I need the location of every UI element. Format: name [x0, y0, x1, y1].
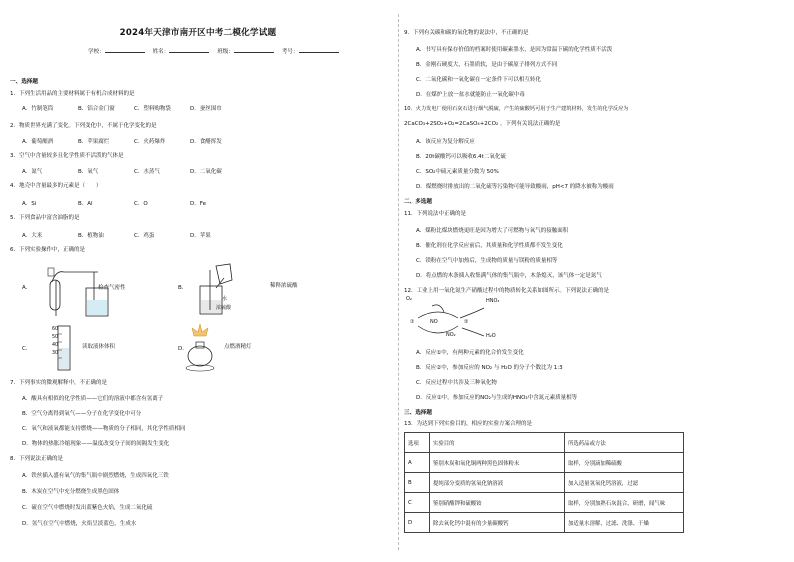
q6-label-d[interactable]: D．: [178, 346, 188, 352]
id-field[interactable]: [299, 46, 339, 53]
q5-option[interactable]: C．鸡蛋: [134, 233, 155, 239]
q6-scale-30: 30: [52, 351, 59, 356]
q6-caption-d: 点燃酒精灯: [224, 344, 252, 350]
q12-option[interactable]: D．反应②中，参加反应的NO₂与生成的HNO₃中含氮元素质量相等: [416, 395, 578, 401]
table-cell: 加入适量氢氧化钙溶液，过滤: [565, 473, 684, 493]
q12-no: NO: [430, 319, 438, 325]
q6-small-acid: 浓硫酸: [216, 305, 232, 311]
section-heading-1: 一、选择题: [10, 79, 38, 85]
q8-stem: 8．下列说法正确的是: [10, 456, 63, 462]
table-cell: D: [405, 513, 430, 533]
q12-h2o: H₂O: [486, 333, 496, 339]
q11-stem: 11．下列说法中正确的是: [404, 211, 466, 217]
table-cell: 鉴别硝酸钾和硫酸铵: [430, 493, 565, 513]
q10-equation: 2CaCO₃+2SO₂+O₂=2CaSO₄+2CO₂ 。下列有关说法正确的是: [404, 121, 561, 127]
q5-option[interactable]: B．植物油: [78, 233, 104, 239]
q10-option[interactable]: C．SO₂中硫元素质量分数为 50%: [416, 169, 499, 175]
q6-small-water: 水: [222, 296, 228, 302]
q12-step1: ①: [410, 319, 415, 325]
table-header-row: [405, 433, 684, 453]
table-cell: 除去氧化钙中混有的少量碳酸钙: [430, 513, 565, 533]
q6-label-a[interactable]: A．: [22, 285, 32, 291]
q6-figure-d: [184, 322, 218, 372]
q10-option[interactable]: A．该反应为复分解反应: [416, 139, 475, 145]
table-header: 实验目的: [430, 433, 565, 453]
school-label: 学校：: [88, 49, 105, 55]
q4-option[interactable]: B．Al: [78, 201, 93, 207]
q4-option[interactable]: D．Fe: [190, 201, 206, 207]
q11-option[interactable]: C．镁粉在空气中加热后，生成物的质量与镁粉的质量相等: [416, 258, 558, 264]
table-row[interactable]: [405, 493, 684, 513]
table-cell: A: [405, 453, 430, 473]
q1-stem: 1．下列生活用品的主要材料属于有机合成材料的是: [10, 91, 135, 97]
table-cell: C: [405, 493, 430, 513]
q11-option[interactable]: B．催化剂在化学反应前后，其质量和化学性质都不发生变化: [416, 243, 563, 249]
table-cell: 提纯部分变质的氢氧化钠溶液: [430, 473, 565, 493]
q3-option[interactable]: D．二氧化碳: [190, 169, 222, 175]
q1-option[interactable]: D．蚕丝围巾: [190, 106, 222, 112]
class-label: 班级：: [217, 49, 234, 55]
q3-option[interactable]: A．氮气: [22, 169, 43, 175]
q2-option[interactable]: A．葡萄酿酒: [22, 139, 54, 145]
q6-label-c[interactable]: C．: [22, 346, 32, 352]
q2-option[interactable]: D．食醋挥发: [190, 139, 222, 145]
q2-options: [22, 137, 246, 145]
q12-o2: O₂: [406, 296, 412, 302]
q4-stem: 4．地壳中含量最多的元素是（ ）: [10, 183, 102, 189]
q4-option[interactable]: A．Si: [22, 201, 37, 207]
table-row[interactable]: [405, 453, 684, 473]
section-heading-3: 三、选择题: [404, 410, 432, 416]
q3-option[interactable]: B．氧气: [78, 169, 99, 175]
q7-option[interactable]: B．空气分离得到氧气——分子在化学变化中可分: [22, 411, 142, 417]
q6-scale-50: 50: [52, 335, 59, 340]
q6-caption-c: 读取液体体积: [82, 344, 116, 350]
table-row[interactable]: [405, 513, 684, 533]
school-field[interactable]: [105, 46, 145, 53]
q5-options: [22, 231, 246, 239]
table-header: 所选药品或方法: [565, 433, 684, 453]
q11-option[interactable]: A．煤粉比煤块燃烧更旺是因为增大了可燃物与氧气的接触面积: [416, 228, 569, 234]
q1-option[interactable]: B．铝合金门窗: [78, 106, 115, 112]
q10-option[interactable]: D．煤燃烧时排放出的二氧化硫等污染物可能导致酸雨，pH<7 的降水被称为酸雨: [416, 184, 614, 190]
q12-option[interactable]: A．反应①中，有两种元素的化合价发生变化: [416, 350, 524, 356]
q5-option[interactable]: A．大米: [22, 233, 43, 239]
q10-stem: 10．火力发电厂使用石灰石进行烟气脱硫，产生的硫酸钙可用于生产建筑材料，发生的化学反应为: [404, 106, 629, 112]
q8-option[interactable]: A．铁丝插入盛有氧气的集气瓶中剧烈燃烧，生成四氧化三铁: [22, 473, 169, 479]
q4-options: [22, 199, 246, 207]
table-cell: 取样，分别滴加稀硫酸: [565, 453, 684, 473]
id-label: 考号：: [281, 49, 299, 55]
q3-options: [22, 167, 246, 175]
q1-options: [22, 104, 246, 112]
q12-option[interactable]: C．反应过程中共涉及三种氧化物: [416, 380, 497, 386]
q5-stem: 5．下列食品中富含油脂的是: [10, 215, 80, 221]
q1-option[interactable]: C．塑料购物袋: [134, 106, 171, 112]
q6-caption-b: 稀释浓硫酸: [270, 283, 298, 289]
q9-option[interactable]: D．在煤炉上放一盆水就能防止一氧化碳中毒: [416, 92, 525, 98]
table-cell: B: [405, 473, 430, 493]
table-cell: 取样，分别加熟石灰混合、研磨，闻气味: [565, 493, 684, 513]
name-label: 姓名：: [152, 49, 170, 55]
q1-option[interactable]: A．竹制笔筒: [22, 106, 54, 112]
exam-title: 2024年天津市南开区中考二模化学试题: [119, 28, 277, 38]
q12-no2: NO₂: [446, 332, 456, 338]
q7-option[interactable]: C．氧气和液氧都能支持燃烧——物质的分子相同，其化学性质相同: [22, 426, 186, 432]
q6-label-b[interactable]: B．: [178, 285, 188, 291]
q6-stem: 6．下列实验操作中，正确的是: [10, 247, 86, 253]
q12-option[interactable]: B．反应②中，参加反应的 NO₂ 与 H₂O 的分子个数比为 1:3: [416, 365, 563, 371]
section-heading-2: 二、多选题: [404, 199, 432, 205]
q8-option[interactable]: B．木炭在空气中充分燃烧生成黑色固体: [22, 489, 120, 495]
column-divider: [398, 14, 399, 550]
q7-option[interactable]: D．物体的热胀冷缩现象——温度改变分子间的间隔发生变化: [22, 441, 170, 447]
q6-figure-c: [42, 324, 82, 372]
q9-option[interactable]: C．二氧化碳和一氧化碳在一定条件下可以相互转化: [416, 77, 541, 83]
q12-hno3: HNO₃: [486, 298, 500, 304]
q12-step2: ②: [464, 319, 469, 325]
q3-option[interactable]: C．水蒸气: [134, 169, 160, 175]
q9-option[interactable]: A．书写具有保存价值的档案时使用碳素墨水，是因为常温下碳的化学性质不活泼: [416, 47, 613, 53]
q6-scale-40: 40: [52, 343, 59, 348]
q4-option[interactable]: C．O: [134, 201, 148, 207]
table-row[interactable]: [405, 473, 684, 493]
q6-caption-a: 检查气密性: [98, 285, 126, 291]
q13-table: [404, 432, 684, 533]
name-field[interactable]: [169, 46, 209, 53]
q6-scale-60: 60: [52, 327, 59, 332]
q7-option[interactable]: A．酸具有相似的化学性质——它们的溶液中都含有氢离子: [22, 396, 164, 402]
q8-option[interactable]: C．硫在空气中燃烧时发出蓝紫色火焰，生成二氧化硫: [22, 505, 153, 511]
q2-option[interactable]: C．火药爆炸: [134, 139, 166, 145]
q3-stem: 3．空气中含量较多且化学性质不活泼的气体是: [10, 153, 124, 159]
table-cell: 加适量水溶解，过滤、洗涤、干燥: [565, 513, 684, 533]
table-header: 选项: [405, 433, 430, 453]
q9-option[interactable]: B．金刚石硬度大，石墨质软，是由于碳原子排列方式不同: [416, 62, 558, 68]
q11-option[interactable]: D．将点燃的木条插入收集满气体的集气瓶中，木条熄灭，该气体一定是氮气: [416, 273, 602, 279]
q9-stem: 9．下列有关碳和碳的氧化物的说法中，不正确的是: [404, 30, 529, 36]
class-field[interactable]: [234, 46, 274, 53]
q2-stem: 2．物质世界充满了变化。下列变化中，不属于化学变化的是: [10, 123, 157, 129]
q7-stem: 7．下列事实的微观解释中，不正确的是: [10, 380, 108, 386]
q2-option[interactable]: B．苹果腐烂: [78, 139, 110, 145]
q13-stem: 13．为达到下列实验目的，相应的实验方案合理的是: [404, 421, 533, 427]
q5-option[interactable]: D．苹果: [190, 233, 211, 239]
q10-option[interactable]: B．20t碳酸钙可以吸收6.4t二氧化硫: [416, 154, 506, 160]
table-cell: 鉴别木炭和氧化铜两种黑色固体粉末: [430, 453, 565, 473]
q12-stem: 12．工业上用一氧化氮生产硝酸过程中的物质转化关系如图所示。下列说法正确的是: [404, 288, 610, 294]
q8-option[interactable]: D．氢气在空气中燃烧，火焰呈淡蓝色，生成水: [22, 521, 137, 527]
student-info-line: [88, 46, 345, 55]
